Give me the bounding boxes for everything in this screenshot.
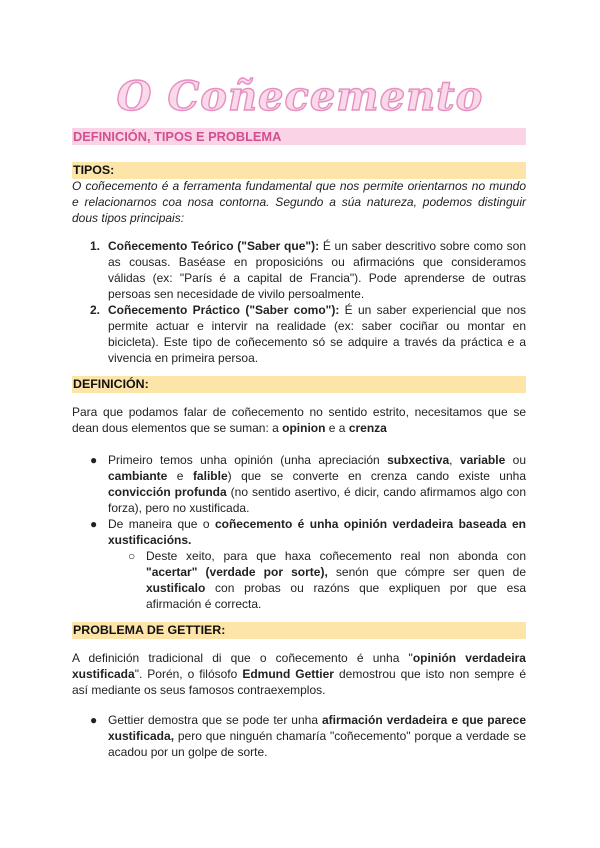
gettier-bullet-bold: afirmación verdadeira e que parece xustificada, [108, 713, 526, 743]
definicion-crenza: crenza [348, 421, 387, 435]
b1-text-g: e [167, 469, 193, 483]
tipos-item-2-title: Coñecemento Práctico ("Saber como"): [108, 303, 340, 317]
gettier-text-a: A definición tradicional di que o coñecemento é unha " [72, 651, 413, 665]
gettier-definition: opinión verdadeira xustificada [72, 651, 526, 681]
definicion-bullet-1 [108, 452, 526, 516]
gettier-heading: PROBLEMA DE GETTIER: [72, 622, 526, 639]
sub-bullet-circle: ○ [128, 549, 136, 563]
tipos-item-1-number: 1. [90, 239, 101, 253]
definicion-bullet-2 [108, 516, 526, 548]
tipos-item-1-text: É un saber descritivo sobre como son as cousas. Baséase en proposicións ou afirmacións que consideramos válidas (ex: "París é a capital de Francia"). Pode aprenderse de outras persoas sen necesidade de vivilo persoalmente. [108, 239, 526, 301]
tipos-item-2-number: 2. [90, 303, 101, 317]
gettier-paragraph [72, 650, 526, 698]
bullet-dot: ● [90, 713, 98, 727]
gettier-name: Edmund Gettier [242, 667, 334, 681]
definicion-intro-text: Para que podamos falar de coñecemento no sentido estrito, necesitamos que se dean dous elementos que se suman: a [72, 405, 526, 435]
bullet-dot: ● [90, 517, 98, 531]
sub-xustificalo: xustificalo [146, 581, 206, 595]
gettier-bullet-text-a: Gettier demostra que se pode ter unha [108, 713, 322, 727]
definicion-heading: DEFINICIÓN: [72, 376, 526, 393]
gettier-text-e: demostrou que isto non sempre é así mediante os seus famosos contraexemplos. [72, 667, 527, 697]
section-heading-main: DEFINICIÓN, TIPOS E PROBLEMA [72, 128, 526, 145]
gettier-bullet [108, 712, 526, 760]
b1-text-a: Primeiro temos unha opinión (unha apreciación [108, 453, 388, 467]
definicion-opinion: opinion [282, 421, 326, 435]
b1-variable: variable [459, 453, 506, 467]
b2-text-a: De maneira que o [108, 517, 215, 531]
b1-subxectiva: subxectiva [387, 453, 450, 467]
definicion-intro [72, 404, 526, 436]
bullet-dot: ● [90, 453, 98, 467]
sub-text-a: Deste xeito, para que haxa coñecemento real non abonda con [146, 549, 526, 563]
b1-falible: falible [192, 469, 228, 483]
tipos-item-1-title: Coñecemento Teórico ("Saber que"): [108, 239, 320, 253]
sub-acertar: "acertar" (verdade por sorte), [146, 565, 328, 579]
gettier-bullet-text-c: pero que ninguén chamaría "coñecemento" porque a verdade se acadou por un golpe de sorte. [108, 729, 526, 759]
b1-text-k: (no sentido asertivo, é dicir, cando afirmamos algo con forza), pero no xustificada. [108, 485, 527, 515]
b2-definition: coñecemento é unha opinión verdadeira baseada en xustificacións. [108, 517, 526, 547]
tipos-item-1 [108, 238, 526, 302]
b1-text-e: ou [505, 453, 526, 467]
tipos-item-2 [108, 302, 526, 366]
b1-text-c: , [449, 453, 460, 467]
b1-conviccion: convicción profunda [108, 485, 227, 499]
definicion-intro-join: e a [325, 421, 349, 435]
title-text: O Coñecemento [116, 73, 484, 120]
page-title [0, 62, 600, 132]
title-lettering [0, 62, 600, 132]
sub-text-c: senón que cómpre ser quen de [327, 565, 526, 579]
b1-text-i: ) que se converte en crenza cando existe unha [227, 469, 527, 483]
tipos-heading: TIPOS: [72, 162, 526, 179]
b1-cambiante: cambiante [108, 469, 168, 483]
sub-text-e: con probas ou razóns que expliquen por que esa afirmación é correcta. [146, 581, 526, 611]
definicion-sub-bullet [146, 548, 526, 612]
gettier-text-c: ". Porén, o filósofo [134, 667, 243, 681]
tipos-item-2-text: É un saber experiencial que nos permite actuar e intervir na realidade (ex: saber cociñar ou montar en bicicleta). Este tipo de coñecemento só se adquire a través da práctica e a vivencia en primeira persoa. [108, 303, 526, 365]
tipos-intro: O coñecemento é a ferramenta fundamental que nos permite orientarnos no mundo e relacionarnos coa nosa contorna. Segundo a súa natureza, podemos distinguir dous tipos principais: [72, 179, 526, 225]
